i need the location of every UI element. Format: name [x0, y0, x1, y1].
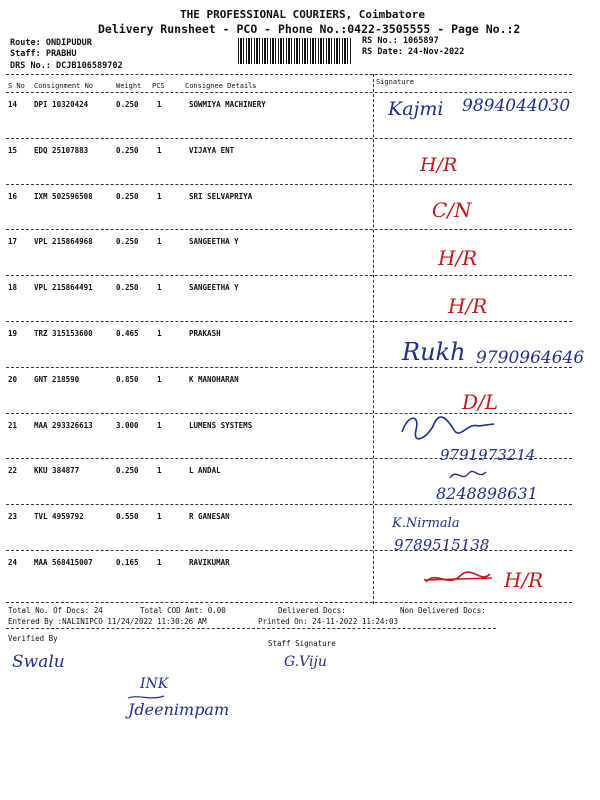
row-pcs: 1	[157, 466, 162, 476]
row-consignee: SRI SELVAPRIYA	[189, 191, 253, 201]
row-pcs: 1	[157, 374, 162, 384]
row-consignee: RAVIKUMAR	[189, 558, 230, 567]
row-weight: 0.250	[116, 466, 139, 476]
row-consignment-no: TRZ 315153600	[34, 329, 93, 338]
column-header-consignee: Consignee Details	[185, 82, 257, 90]
signature-column-divider	[373, 74, 374, 604]
header-bottom-border	[6, 92, 572, 93]
row-sno: 24	[8, 558, 18, 567]
row-consignment-no: IXM 502596508	[34, 191, 93, 201]
row-weight: 0.550	[116, 512, 139, 522]
row-16-signature: C/N	[432, 198, 472, 222]
row-24-struck-signature	[424, 568, 494, 590]
row-divider	[6, 321, 572, 322]
row-sno: 14	[8, 100, 18, 109]
row-18-signature: H/R	[448, 294, 488, 318]
column-header-signature: Signature	[376, 78, 414, 86]
row-pcs: 1	[157, 420, 162, 430]
row-consignment-no: MAA 293326613	[34, 420, 93, 430]
row-consignment-no: EDQ 25107883	[34, 145, 89, 155]
bottom-signature-underline	[126, 692, 166, 702]
delivered-docs: Delivered Docs:	[278, 606, 346, 615]
row-21-signature-scribble	[398, 412, 498, 442]
runsheet-title: Delivery Runsheet - PCO - Phone No.:0422-3505555 - Page No.:2	[98, 22, 521, 36]
column-header-consignment: Consignment No	[34, 82, 94, 90]
row-divider	[6, 184, 572, 185]
row-weight: 0.250	[116, 100, 139, 109]
total-cod-amount: Total COD Amt: 0.00	[140, 606, 226, 615]
row-weight: 0.250	[116, 237, 139, 247]
row-19-signature-phone: 9790964646	[476, 348, 585, 368]
row-sno: 16	[8, 191, 18, 201]
row-consignee: K MANOHARAN	[189, 374, 239, 384]
row-sno: 17	[8, 237, 18, 247]
column-header-pcs: PCS	[152, 82, 165, 90]
route-label: Route: ONDIPUDUR	[10, 38, 92, 48]
row-consignee: SANGEETHA Y	[189, 283, 239, 293]
row-divider	[6, 275, 572, 276]
row-pcs: 1	[157, 558, 162, 567]
row-23-signature-name: K.Nirmala	[392, 516, 460, 531]
row-14-signature-phone: 9894044030	[462, 96, 571, 116]
row-divider	[6, 229, 572, 230]
verified-by-signature: Swalu	[12, 652, 65, 672]
row-weight: 3.000	[116, 420, 139, 430]
row-consignee: LUMENS SYSTEMS	[189, 420, 253, 430]
row-14-signature-name: Kajmi	[388, 98, 444, 120]
rs-date: RS Date: 24-Nov-2022	[362, 47, 465, 57]
drs-number: DRS No.: DCJB106589702	[10, 61, 123, 71]
row-consignee: SANGEETHA Y	[189, 237, 239, 247]
row-sno: 23	[8, 512, 18, 522]
barcode-icon	[238, 38, 352, 64]
row-consignment-no: MAA 568415007	[34, 558, 93, 567]
row-22-signature-scribble	[448, 466, 488, 484]
row-weight: 0.250	[116, 283, 139, 293]
row-19-signature-name: Rukh	[402, 338, 466, 366]
staff-signature: G.Viju	[284, 654, 327, 670]
row-15-signature: H/R	[420, 154, 458, 176]
printed-on: Printed On: 24-11-2022 11:24:03	[258, 617, 398, 626]
rs-number: RS No.: 1065897	[362, 36, 439, 46]
company-title: THE PROFESSIONAL COURIERS, Coimbatore	[180, 8, 426, 21]
row-consignee: VIJAYA ENT	[189, 145, 235, 155]
staff-label: Staff: PRABHU	[10, 49, 77, 59]
column-header-sno: S No	[8, 82, 25, 90]
row-divider	[6, 138, 572, 139]
row-pcs: 1	[157, 283, 162, 293]
bottom-signature: Jdeenimpam	[128, 700, 230, 719]
row-consignee: SOWMIYA MACHINERY	[189, 100, 266, 109]
row-pcs: 1	[157, 329, 162, 338]
row-consignment-no: VPL 215864491	[34, 283, 93, 293]
column-header-weight: Weight	[116, 82, 142, 90]
entered-by: Entered By :NALINIPCO 11/24/2022 11:30:26 AM	[8, 617, 207, 626]
row-sno: 19	[8, 329, 18, 338]
row-weight: 0.250	[116, 145, 139, 155]
bottom-initials: INK	[140, 676, 169, 692]
row-21-signature-phone: 9791973214	[440, 446, 536, 464]
row-consignee: PRAKASH	[189, 329, 221, 338]
row-pcs: 1	[157, 191, 162, 201]
row-consignment-no: VPL 215864968	[34, 237, 93, 247]
row-pcs: 1	[157, 237, 162, 247]
table-bottom-border	[6, 602, 572, 603]
row-pcs: 1	[157, 145, 162, 155]
row-sno: 21	[8, 420, 18, 430]
row-22-signature-phone: 8248898631	[436, 484, 538, 503]
row-sno: 15	[8, 145, 18, 155]
row-consignee: L ANDAL	[189, 466, 221, 476]
verified-by-label: Verified By	[8, 634, 58, 643]
row-consignment-no: KKU 384877	[34, 466, 80, 476]
row-20-signature: D/L	[462, 390, 499, 414]
row-consignment-no: DPI 10320424	[34, 100, 89, 109]
row-sno: 18	[8, 283, 18, 293]
row-weight: 0.465	[116, 329, 139, 338]
row-consignee: R GANESAN	[189, 512, 230, 522]
row-weight: 0.850	[116, 374, 139, 384]
row-sno: 20	[8, 374, 18, 384]
footer-divider	[6, 628, 496, 629]
total-docs: Total No. Of Docs: 24	[8, 606, 103, 615]
staff-signature-label: Staff Signature	[268, 639, 336, 648]
table-top-border	[6, 74, 572, 75]
row-pcs: 1	[157, 512, 162, 522]
row-consignment-no: TVL 4959792	[34, 512, 84, 522]
row-consignment-no: GNT 218590	[34, 374, 80, 384]
row-17-signature: H/R	[438, 246, 478, 270]
row-weight: 0.165	[116, 558, 139, 567]
non-delivered-docs: Non Delivered Docs:	[400, 606, 486, 615]
row-pcs: 1	[157, 100, 162, 109]
row-24-signature: H/R	[504, 568, 544, 592]
row-weight: 0.250	[116, 191, 139, 201]
row-sno: 22	[8, 466, 18, 476]
row-divider	[6, 504, 572, 505]
row-23-signature-phone: 9789515138	[394, 536, 490, 554]
